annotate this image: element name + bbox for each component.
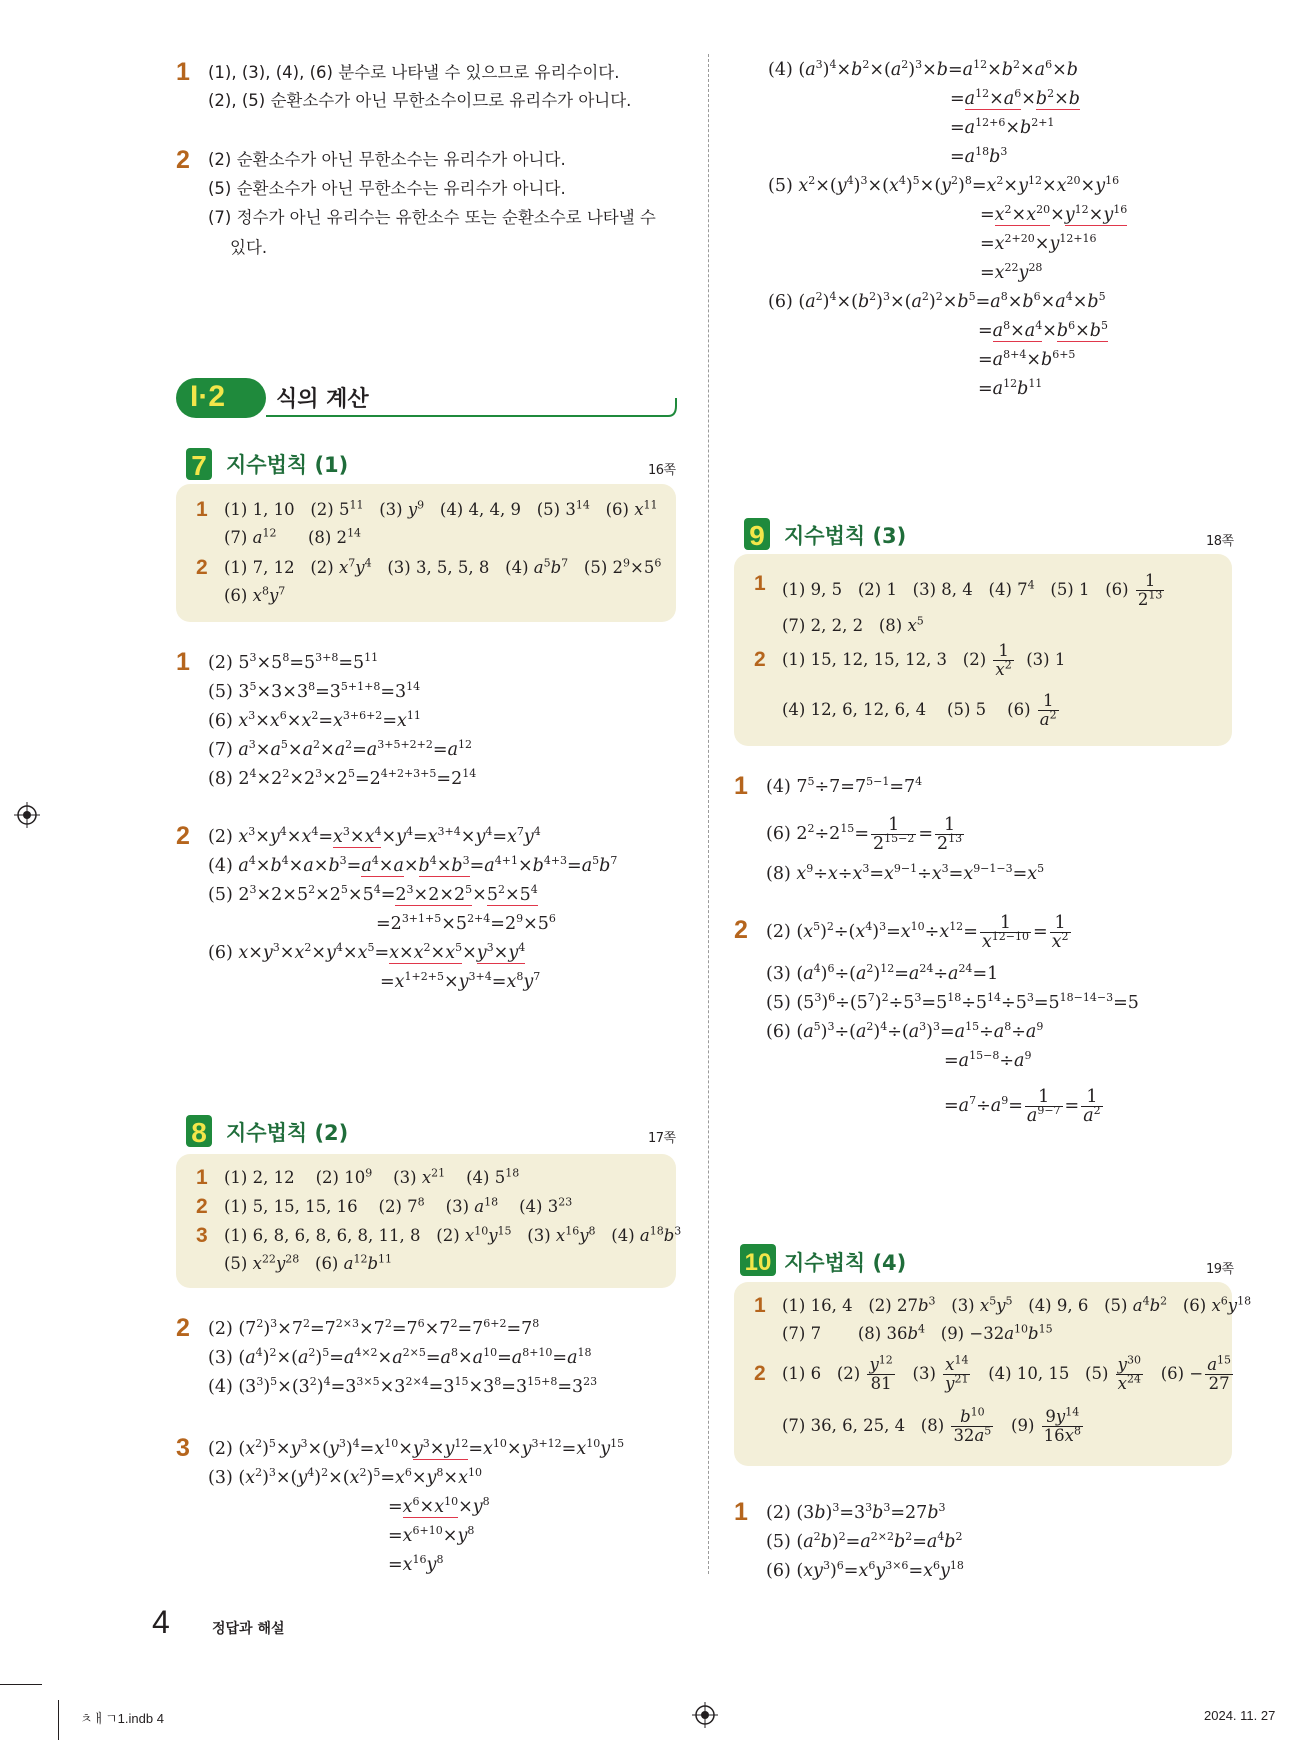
s10-ans-1-num: 1 (754, 1294, 766, 1317)
s10-q1-l1: (2) $(3b)^3=3^3b^3=27b^3$ (766, 1501, 946, 1523)
r-q6-l1: (6) $(a^2)^4\times(b^2)^3\times(a^2)^2\times b^5=a^8\times b^6\times a^4\times b^5$ (768, 290, 1106, 312)
s8-q3-l3: $=x^6\times x^{10}\times y^8$ (388, 1495, 490, 1517)
s9-q2-l6: $=a^7\div a^9=$ $\frac{1}{a^{9-7}}$ = $\frac{1}{a^2}$ (944, 1087, 1101, 1126)
footer-file: ㅊㅐㄱ1.indb 4 (80, 1711, 164, 1726)
q2-line-2: (5) 순환소수가 아닌 무한소수는 유리수가 아니다. (208, 179, 566, 198)
q2-line-4: 있다. (230, 238, 268, 257)
svg-text:8: 8 (191, 1117, 207, 1148)
q2-number: 2 (176, 146, 190, 174)
s9-q2-l2: (3) $(a^4)^6\div(a^2)^{12}=a^{24}\div a^{24}=1$ (766, 962, 999, 984)
svg-text:10: 10 (744, 1249, 772, 1276)
section-7-badge-icon (182, 446, 216, 486)
s7-ans-1-line: (1) 1, 10 (2) $5^{11}$ (3) $y^9$ (4) 4, 4, 9 (5) $3^{14}$ (6) $x^{11}$ (224, 498, 658, 519)
s7-q1-number: 1 (176, 648, 190, 676)
section-9-badge-icon (740, 516, 774, 556)
s9-ans-2-line: (1) 15, 12, 15, 12, 3 (2) $\frac{1}{x^2}$ (3) 1 (782, 641, 1066, 679)
s8-ans-2-num: 2 (196, 1195, 208, 1218)
svg-text:9: 9 (749, 520, 765, 551)
chapter-header (176, 378, 678, 418)
section-8-title: 지수법칙 (2) (226, 1121, 349, 1145)
r-q6-l4: $=a^{12}b^{11}$ (978, 377, 1043, 399)
footer-date: 2024. 11. 27 (1204, 1708, 1276, 1723)
s7-q2-l1: (2) $x^3\times y^4\times x^4=x^3\times x^4\times y^4=x^{3+4}\times y^4=x^7y^4$ (208, 825, 541, 847)
q2-line-1: (2) 순환소수가 아닌 무한소수는 유리수가 아니다. (208, 150, 566, 169)
s9-ans-1-line: (1) 9, 5 (2) 1 (3) 8, 4 (4) $7^4$ (5) 1 (6) $\frac{1}{2^{13}}$ (782, 571, 1163, 609)
registration-mark-left-icon (14, 802, 40, 828)
s9-ans-2-num: 2 (754, 648, 766, 671)
q1-number: 1 (176, 58, 190, 86)
s7-ans-1-num: 1 (196, 498, 208, 521)
section-8-badge-icon (182, 1113, 216, 1153)
s8-ans-1-num: 1 (196, 1166, 208, 1189)
s9-q2-l5: $=a^{15-8}\div a^9$ (944, 1049, 1032, 1071)
s7-q1-l4: (7) $a^3\times a^5\times a^2\times a^2=a^{3+5+2+2}=a^{12}$ (208, 738, 472, 760)
s7-q2-l2: (4) $a^4\times b^4\times a\times b^3=a^4\times a\times b^4\times b^3=a^{4+1}\times b^{4+3}=a^5b^7$ (208, 854, 618, 876)
s10-ans-2-num: 2 (754, 1362, 766, 1385)
section-10-title: 지수법칙 (4) (784, 1251, 907, 1275)
crop-line-h (0, 1684, 42, 1685)
s9-q2-l3: (5) $(5^3)^6\div(5^7)^2\div 5^3=5^{18}\div 5^{14}\div 5^3=5^{18-14-3}=5$ (766, 991, 1139, 1013)
s7-ans-2-num: 2 (196, 556, 208, 579)
r-q4-l4: $=a^{18}b^3$ (950, 145, 1008, 167)
s9-q1-l3: (8) $x^9\div x\div x^3=x^{9-1}\div x^3=x^{9-1-3}=x^5$ (766, 862, 1045, 884)
s8-q3-l2: (3) $(x^2)^3\times(y^4)^2\times(x^2)^5=x^6\times y^8\times x^{10}$ (208, 1466, 482, 1488)
r-q6-l2: $=a^8\times a^4\times b^6\times b^5$ (978, 319, 1108, 341)
crop-line-v (58, 1700, 59, 1740)
s7-ans-2-line2: (6) $x^8y^7$ (224, 584, 286, 605)
s7-q1-l1: (2) $5^3\times 5^8=5^{3+8}=5^{11}$ (208, 651, 379, 673)
registration-mark-bottom-icon (692, 1702, 718, 1728)
s8-q2-l2: (3) $(a^4)^2\times(a^2)^5=a^{4\times 2}\times a^{2\times 5}=a^8\times a^{10}=a^{8+10}=a^{18}$ (208, 1346, 592, 1368)
s10-q1-l3: (6) $(xy^3)^6=x^6y^{3\times 6}=x^6y^{18}$ (766, 1559, 964, 1581)
s9-q1-number: 1 (734, 772, 748, 800)
s8-q3-l5: $=x^{16}y^8$ (388, 1553, 444, 1575)
r-q5-l4: $=x^{22}y^{28}$ (980, 261, 1043, 283)
s9-ans-2-line2: (4) 12, 6, 12, 6, 4 (5) 5 (6) $\frac{1}{a^2}$ (782, 691, 1057, 729)
s7-ans-1-line2: (7) $a^{12}$ (8) $2^{14}$ (224, 526, 362, 547)
section-10-badge-icon (738, 1242, 778, 1282)
column-divider (708, 54, 709, 1574)
s7-q2-number: 2 (176, 822, 190, 850)
s7-q2-l6: $=x^{1+2+5}\times y^{3+4}=x^8y^7$ (380, 970, 541, 992)
s9-q2-number: 2 (734, 916, 748, 944)
s9-q1-l1: (4) $7^5\div 7=7^{5-1}=7^4$ (766, 775, 923, 797)
section-7-page: 16쪽 (648, 463, 676, 478)
s9-ans-1-line2: (7) 2, 2, 2 (8) $x^5$ (782, 614, 924, 635)
s10-q1-number: 1 (734, 1498, 748, 1526)
section-7-title: 지수법칙 (1) (226, 453, 349, 477)
s9-q1-l2: (6) $2^2\div 2^{15}=$ $\frac{1}{2^{15-2}}$ = $\frac{1}{2^{13}}$ (766, 815, 963, 854)
s8-ans-3-line: (1) 6, 8, 6, 8, 6, 8, 11, 8 (2) $x^{10}y^{15}$ (3) $x^{16}y^8$ (4) $a^{18}b^3$ (224, 1224, 682, 1245)
chapter-bar-shape (176, 378, 678, 418)
r-q5-l3: $=x^{2+20}\times y^{12+16}$ (980, 232, 1097, 254)
r-q4-l1: (4) $(a^3)^4\times b^2\times(a^2)^3\times b=a^{12}\times b^2\times a^6\times b$ (768, 58, 1078, 80)
s8-q2-l1: (2) $(7^2)^3\times 7^2=7^{2\times 3}\times 7^2=7^6\times 7^2=7^{6+2}=7^8$ (208, 1317, 540, 1339)
section-10-page: 19쪽 (1206, 1262, 1234, 1277)
q1-line-2: (2), (5) 순환소수가 아닌 무한소수이므로 유리수가 아니다. (208, 91, 632, 110)
s7-q2-l3: (5) $2^3\times 2\times 5^2\times 2^5\times 5^4=2^3\times 2\times 2^5\times 5^2\times 5^4$ (208, 883, 538, 905)
s8-q3-number: 3 (176, 1434, 190, 1462)
s9-ans-1-num: 1 (754, 572, 766, 595)
s8-ans-3-num: 3 (196, 1224, 208, 1247)
s8-q3-l4: $=x^{6+10}\times y^8$ (388, 1524, 475, 1546)
q1-line-1: (1), (3), (4), (6) 분수로 나타낼 수 있으므로 유리수이다. (208, 63, 620, 82)
s8-q2-number: 2 (176, 1314, 190, 1342)
section-9-page: 18쪽 (1206, 534, 1234, 549)
s8-q3-l1: (2) $(x^2)^5\times y^3\times(y^3)^4=x^{10}\times y^3\times y^{12}=x^{10}\times y^{3+12}=x^{10}y^{15}$ (208, 1437, 625, 1459)
s10-ans-2-line: (1) 6 (2) $\frac{y^{12}}{81}$ (3) $\frac{x^{14}}{y^{21}}$ (4) 10, 15 (5) $\frac{y^{30}}{x^{24}}$ (6) − $\frac{a^{15}}{27}$ (782, 1353, 1232, 1393)
s7-q2-l5: (6) $x\times y^3\times x^2\times y^4\times x^5=x\times x^2\times x^5\times y^3\times y^4$ (208, 941, 526, 963)
s8-q2-l3: (4) $(3^3)^5\times(3^2)^4=3^{3\times 5}\times 3^{2\times 4}=3^{15}\times 3^8=3^{15+8}=3^{23}$ (208, 1375, 598, 1397)
section-8-page: 17쪽 (648, 1131, 676, 1146)
page-number: 4 (152, 1604, 170, 1640)
s7-q1-l3: (6) $x^3\times x^6\times x^2=x^{3+6+2}=x^{11}$ (208, 709, 421, 731)
footer-label: 정답과 해설 (212, 1621, 285, 1637)
r-q5-l2: $=x^2\times x^{20}\times y^{12}\times y^{16}$ (980, 203, 1128, 225)
r-q4-l2: $=a^{12}\times a^6\times b^2\times b$ (950, 87, 1080, 109)
s8-ans-2-line: (1) 5, 15, 15, 16 (2) $7^8$ (3) $a^{18}$ (4) $3^{23}$ (224, 1195, 573, 1216)
r-q4-l3: $=a^{12+6}\times b^{2+1}$ (950, 116, 1055, 138)
s10-ans-1-line2: (7) 7 (8) $36b^4$ $(9) -32a^{10}b^{15}$ (782, 1322, 1053, 1343)
s10-ans-1-line: (1) 16, 4 (2) $27b^3$ (3) $x^5y^5$ (4) 9, 6 (5) $a^4b^2$ (6) $x^6y^{18}$ (782, 1294, 1252, 1315)
q2-line-3: (7) 정수가 아닌 유리수는 유한소수 또는 순환소수로 나타낼 수 (208, 208, 656, 227)
s7-q2-l4: $=2^{3+1+5}\times 5^{2+4}=2^9\times 5^6$ (376, 912, 556, 934)
s9-q2-l1: (2) $(x^5)^2\div(x^4)^3=x^{10}\div x^{12}=$ $\frac{1}{x^{12-10}}$ = $\frac{1}{x^2}$ (766, 913, 1069, 952)
s7-q1-l2: (5) $3^5\times 3\times 3^8=3^{5+1+8}=3^{14}$ (208, 680, 421, 702)
svg-text:7: 7 (191, 450, 207, 481)
s10-q1-l2: (5) $(a^2b)^2=a^{2\times 2}b^2=a^4b^2$ (766, 1530, 963, 1552)
r-q5-l1: (5) $x^2\times(y^4)^3\times(x^4)^5\times(y^2)^8=x^2\times y^{12}\times x^{20}\times y^{16}$ (768, 174, 1120, 196)
chapter-badge: I·2 (190, 380, 226, 413)
chapter-title: 식의 계산 (276, 387, 369, 412)
s8-ans-3-line2: (5) $x^{22}y^{28}$ (6) $a^{12}b^{11}$ (224, 1252, 393, 1273)
r-q6-l3: $=a^{8+4}\times b^{6+5}$ (978, 348, 1076, 370)
s7-q1-l5: (8) $2^4\times 2^2\times 2^3\times 2^5=2^{4+2+3+5}=2^{14}$ (208, 767, 477, 789)
s10-ans-2-line2: (7) 36, 6, 25, 4 (8) $\frac{b^{10}}{32a^5}$ (9) $\frac{9y^{14}}{16x^8}$ (782, 1405, 1081, 1445)
section-9-title: 지수법칙 (3) (784, 524, 907, 548)
s9-q2-l4: (6) $(a^5)^3\div(a^2)^4\div(a^3)^3=a^{15}\div a^8\div a^9$ (766, 1020, 1044, 1042)
s8-ans-1-line: (1) 2, 12 (2) $10^9$ (3) $x^{21}$ (4) $5^{18}$ (224, 1166, 520, 1187)
s7-ans-2-line: (1) 7, 12 (2) $x^7y^4$ (3) 3, 5, 5, 8 (4) $a^5b^7$ (5) $2^9\times 5^6$ (224, 556, 662, 577)
